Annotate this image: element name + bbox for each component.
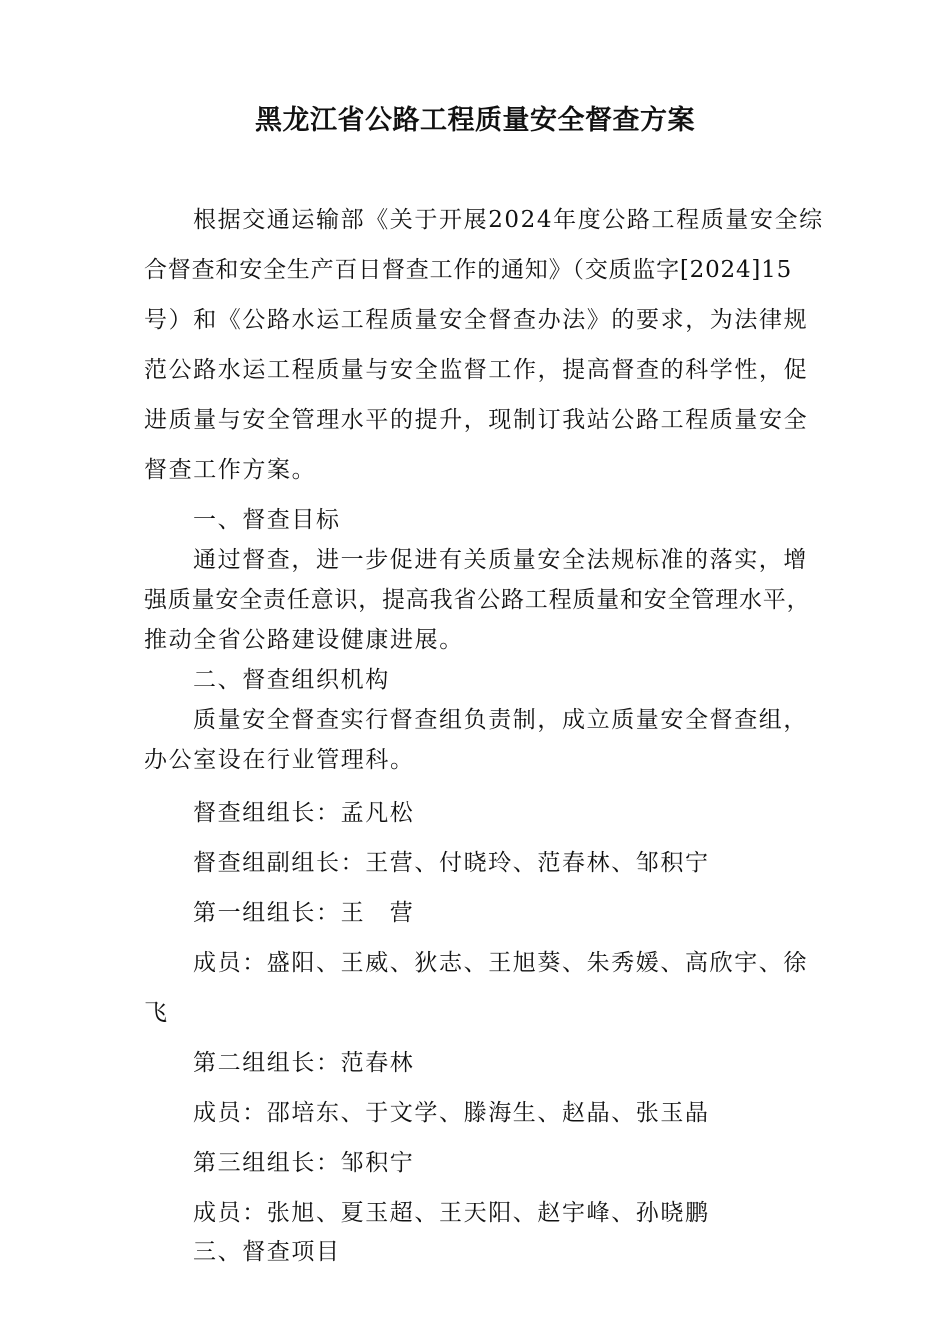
document-title: 黑龙江省公路工程质量安全督查方案 [255, 105, 695, 136]
inspection-leader: 督查组组长：孟凡松 [193, 800, 415, 826]
section-2-line-1: 质量安全督查实行督查组负责制，成立质量安全督查组， [193, 707, 808, 733]
intro-line-3: 号）和《公路水运工程质量安全督查办法》的要求，为法律规 [144, 307, 809, 333]
intro-line-5: 进质量与安全管理水平的提升，现制订我站公路工程质量安全 [144, 407, 809, 433]
group-2-leader: 第二组组长：范春林 [193, 1050, 415, 1076]
section-2-line-2: 办公室设在行业管理科。 [144, 747, 415, 773]
intro-line-4: 范公路水运工程质量与安全监督工作，提高督查的科学性，促 [144, 357, 809, 383]
section-2-heading: 二、督查组织机构 [193, 667, 390, 693]
inspection-deputy-leaders: 督查组副组长：王营、付晓玲、范春林、邹积宁 [193, 850, 710, 876]
group-3-leader: 第三组组长：邹积宁 [193, 1150, 415, 1176]
section-1-line-2: 强质量安全责任意识，提高我省公路工程质量和安全管理水平， [144, 587, 811, 613]
group-1-members-cont: 飞 [144, 1000, 169, 1026]
group-1-leader: 第一组组长：王 营 [193, 900, 415, 926]
group-2-members: 成员：邵培东、于文学、滕海生、赵晶、张玉晶 [193, 1100, 710, 1126]
intro-line-2: 合督查和安全生产百日督查工作的通知》（交质监字[2024]15 [144, 257, 793, 283]
group-3-members: 成员：张旭、夏玉超、王天阳、赵宇峰、孙晓鹏 [193, 1200, 710, 1226]
intro-line-1: 根据交通运输部《关于开展2024年度公路工程质量安全综 [193, 207, 824, 233]
section-1-line-3: 推动全省公路建设健康进展。 [144, 627, 464, 653]
group-1-members: 成员：盛阳、王威、狄志、王旭葵、朱秀媛、高欣宇、徐 [193, 950, 808, 976]
intro-line-6: 督查工作方案。 [144, 457, 317, 483]
section-1-heading: 一、督查目标 [193, 507, 341, 533]
section-1-line-1: 通过督查，进一步促进有关质量安全法规标准的落实，增 [193, 547, 808, 573]
section-3-heading: 三、督查项目 [193, 1239, 341, 1265]
